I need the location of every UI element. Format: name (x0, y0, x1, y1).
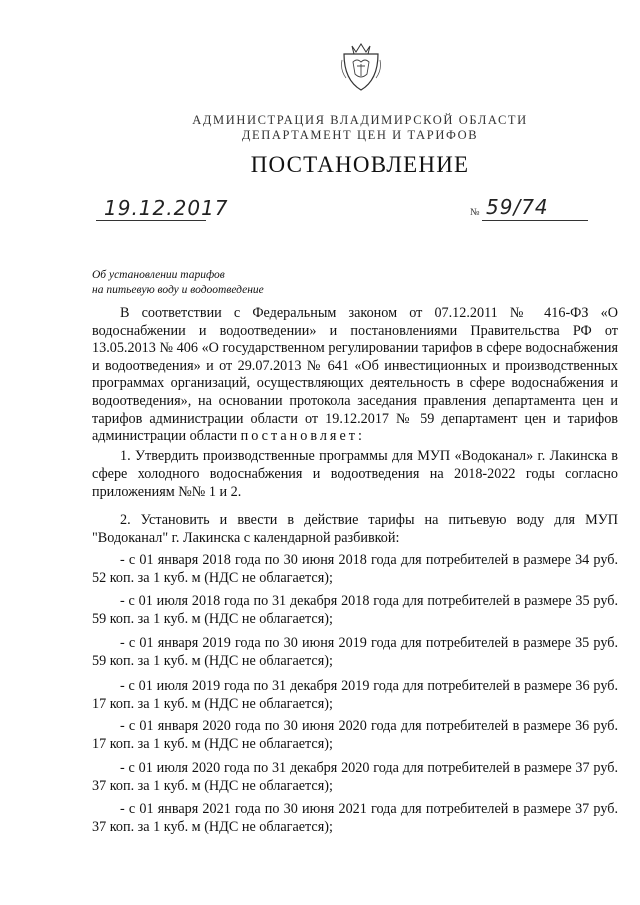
org-name: АДМИНИСТРАЦИЯ ВЛАДИМИРСКОЙ ОБЛАСТИ (192, 113, 528, 127)
subject-line-1: Об установлении тарифов (92, 269, 225, 281)
item-2-text: 2. Установить и ввести в действие тарифы на питьевую воду для МУП "Водоканал" г. Лакинска с календарной разбивкой: (92, 512, 618, 546)
preamble-verb: постановляет: (240, 428, 365, 445)
coat-of-arms-emblem (340, 40, 382, 94)
number-label: № (470, 207, 480, 218)
tariff-entry: - с 01 июля 2018 года по 31 декабря 2018 года для потребителей в размере 35 руб. 59 коп. за 1 куб. м (НДС не облагается); (92, 593, 618, 627)
tariff-entry: - с 01 января 2018 года по 30 июня 2018 года для потребителей в размере 34 руб. 52 коп. за 1 куб. м (НДС не облагается); (92, 552, 618, 586)
item-2 (92, 511, 618, 547)
department-name: ДЕПАРТАМЕНТ ЦЕН И ТАРИФОВ (241, 128, 479, 142)
tariff-entry: - с 01 января 2020 года по 30 июня 2020 года для потребителей в размере 36 руб. 17 коп. за 1 куб. м (НДС не облагается); (92, 718, 618, 752)
tariff-entry: - с 01 июля 2020 года по 31 декабря 2020 года для потребителей в размере 37 руб. 37 коп. за 1 куб. м (НДС не облагается); (92, 760, 618, 794)
item-1-text: 1. Утвердить производственные программы для МУП «Водоканал» г. Лакинска в сфере холодного водоснабжения и водоотведения на 2018-2022 годы согласно приложениям №№ 1 и 2. (92, 448, 618, 500)
tariff-entry: - с 01 января 2019 года по 30 июня 2019 года для потребителей в размере 35 руб. 59 коп. за 1 куб. м (НДС не облагается); (92, 635, 618, 669)
document-type-title: ПОСТАНОВЛЕНИЕ (250, 152, 470, 177)
tariff-entry: - с 01 июля 2019 года по 31 декабря 2019 года для потребителей в размере 36 руб. 17 коп. за 1 куб. м (НДС не облагается); (92, 678, 618, 712)
number-underline (482, 220, 588, 221)
tariff-entry: - с 01 января 2021 года по 30 июня 2021 года для потребителей в размере 37 руб. 37 коп. за 1 куб. м (НДС не облагается); (92, 801, 618, 835)
date-underline (96, 220, 206, 221)
preamble-paragraph (92, 305, 618, 446)
document-date: 19.12.2017 (104, 196, 229, 220)
item-1 (92, 447, 618, 501)
subject-line-2: на питьевую воду и водоотведение (92, 284, 264, 296)
document-number: 59/74 (486, 195, 549, 219)
preamble-text: В соответствии с Федеральным законом от 07.12.2011 № 416-ФЗ «О водоснабжении и водоотведении» и постановлениями Правительства РФ от 13.05.2013 № 406 «О государственном регулировании тарифов в сфере водоснабжения и водоотведения» и от 29.07.2013 № 641 «Об инвестиционных и производственных программах организаций, осуществляющих деятельность в сфере водоснабжения и водоотведения», на основании протокола заседания правления департамента цен и тарифов администрации области от 19.12.2017 № 59 департамент цен и тарифов администрации области (92, 305, 618, 445)
